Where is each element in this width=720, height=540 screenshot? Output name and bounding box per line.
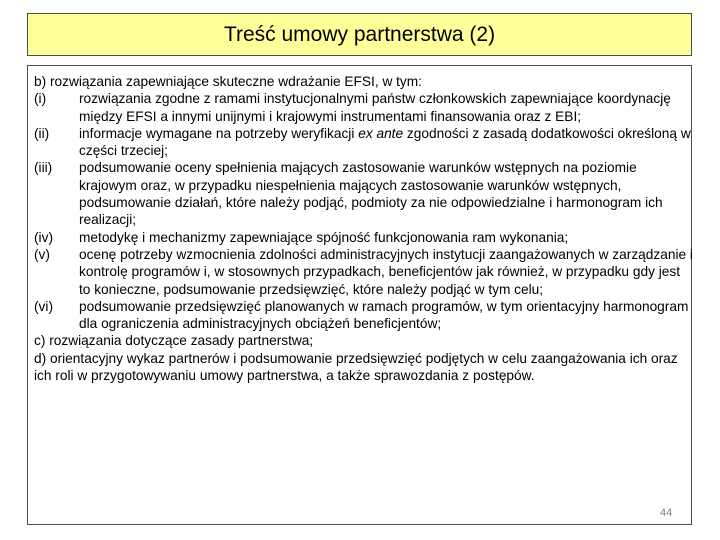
page-number: 44 <box>660 507 673 519</box>
item-text-part: zgodności z zasadą dodatkowości określoną w części trzeciej; <box>79 125 691 159</box>
item-text: metodykę i mechanizmy zapewniające spójność funkcjonowania ram wykonania; <box>79 229 569 245</box>
item-text-part: informacje wymagane na potrzeby weryfikacji <box>79 125 359 141</box>
list-item <box>34 159 694 228</box>
list-item <box>34 298 694 333</box>
section-c: c) rozwiązania dotyczące zasady partnerstwa; <box>34 333 314 349</box>
item-label: (i) <box>34 91 47 107</box>
item-text: rozwiązania zgodne z ramami instytucjonalnymi państw członkowskich zapewniające koordynację między EFSI a innymi unijnymi i krajowymi instrumentami finansowania oraz z EBI; <box>79 91 671 124</box>
section-b-intro: b) rozwiązania zapewniające skuteczne wdrażanie EFSI, w tym: <box>34 74 422 89</box>
slide-title <box>27 13 692 56</box>
item-text: ocenę potrzeby wzmocnienia zdolności administracyjnych instytucji zaangażowanych w zarządzanie i kontrolę programów i, w stosownych przypadkach, beneficjentów jak również, w przypadku gdy jest to konieczne, podsumowanie przedsięwzięć, które należy podjąć w tym celu; <box>79 246 693 297</box>
slide-content <box>34 73 694 384</box>
item-text-italic: ex ante <box>358 125 404 141</box>
list-item <box>34 90 694 125</box>
item-label: (v) <box>34 246 50 262</box>
item-label: (iv) <box>34 229 54 245</box>
item-label: (iii) <box>34 160 53 176</box>
item-label: (ii) <box>34 125 50 141</box>
item-text: podsumowanie przedsięwzięć planowanych w ramach programów, w tym orientacyjny harmonogram dla ograniczenia administracyjnych obciążeń beneficjentów; <box>79 298 689 332</box>
slide-title-text: Treść umowy partnerstwa (2) <box>223 22 496 46</box>
list-item <box>34 246 694 298</box>
item-text: podsumowanie oceny spełnienia mających zastosowanie warunków wstępnych na poziomie krajowym oraz, w przypadku niespełnienia mających zastosowanie warunków wstępnych, podsumowanie działań, które należy podjąć, podmioty za nie odpowiedzialne i harmonogram ich realizacji; <box>79 160 663 228</box>
list-item <box>34 125 694 160</box>
section-d: d) orientacyjny wykaz partnerów i podsumowanie przedsięwzięć podjętych w celu zaangażowania ich oraz ich roli w przygotowywaniu umowy partnerstwa, a także sprawozdania z postępów. <box>34 350 678 384</box>
list-item <box>34 229 694 246</box>
item-text <box>79 125 694 160</box>
item-label: (vi) <box>34 298 54 314</box>
